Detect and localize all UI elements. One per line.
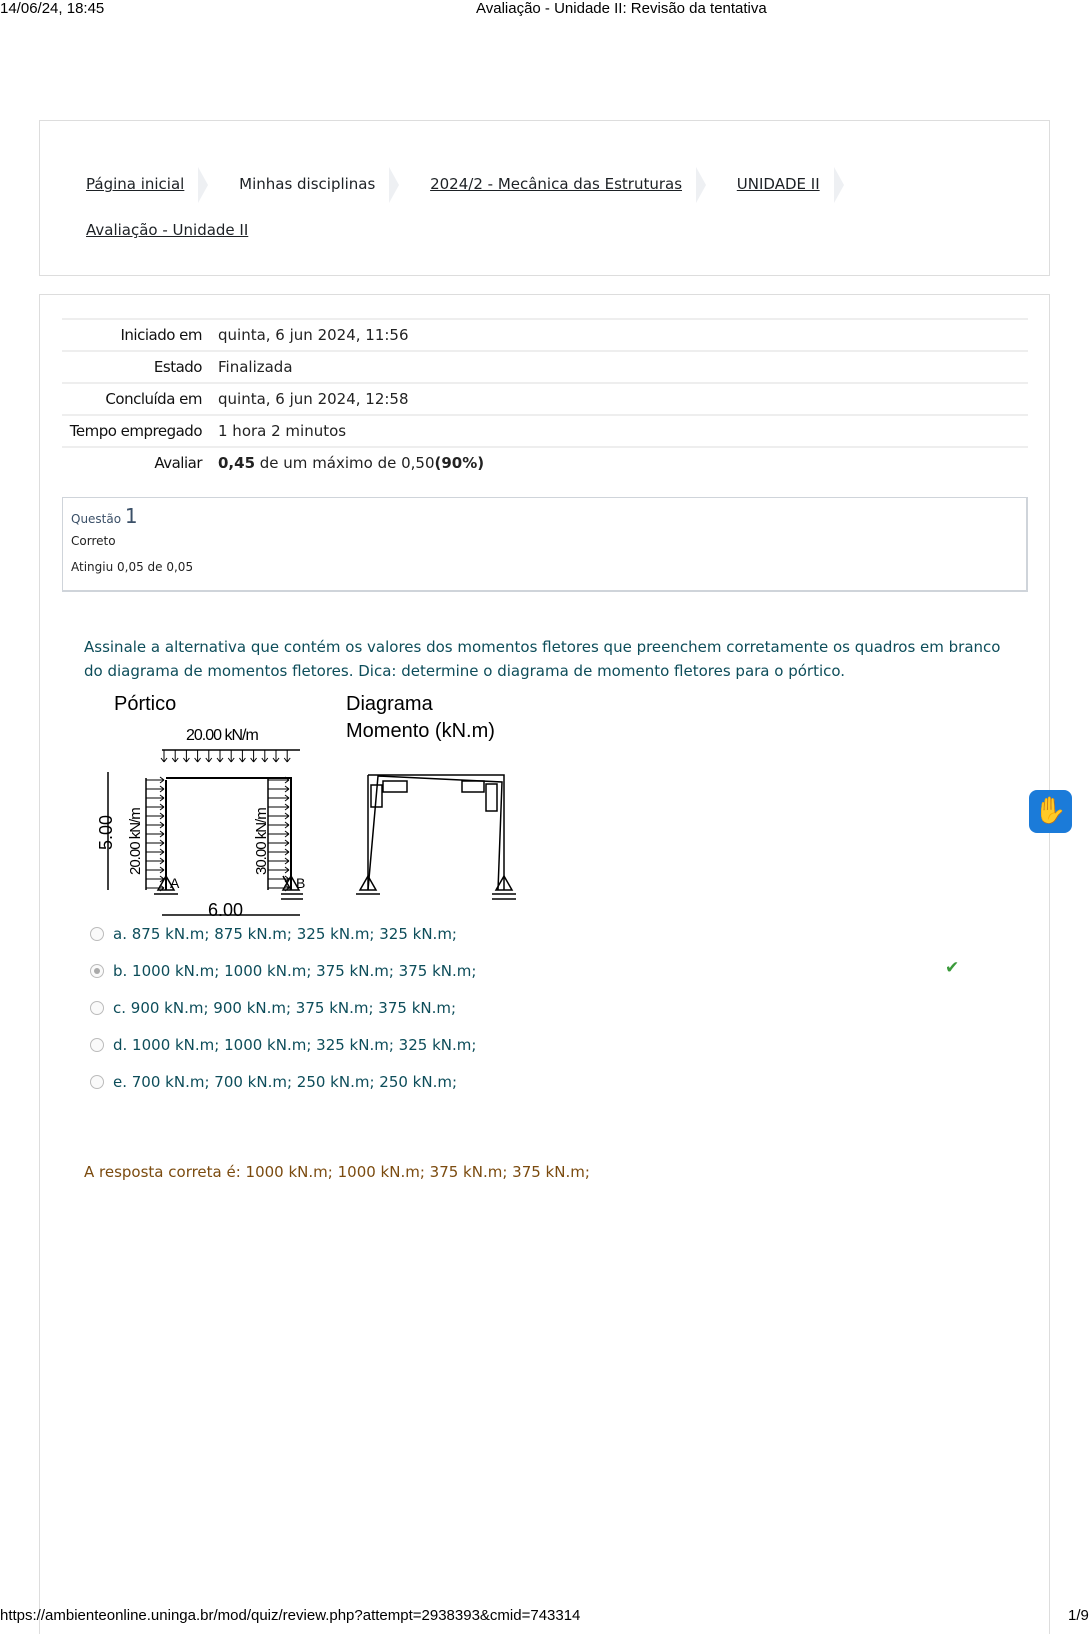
portico-figure: [86, 690, 526, 920]
breadcrumb-unit[interactable]: UNIDADE II: [736, 175, 820, 193]
label-time-taken: Tempo empregado: [69, 422, 202, 440]
support-b-label: B: [296, 875, 306, 891]
question-status: Correto: [71, 534, 116, 548]
print-url: https://ambienteonline.uninga.br/mod/quiz/review.php?attempt=2938393&cmid=743314: [0, 1607, 581, 1624]
answer-option[interactable]: [90, 1036, 476, 1054]
breadcrumb-my-courses[interactable]: Minhas disciplinas: [239, 175, 376, 193]
question-info: [62, 497, 1028, 592]
right-load-label: 30.00 kN/m: [253, 808, 270, 875]
span-label: 6.00: [208, 900, 244, 920]
answer-option[interactable]: [90, 999, 456, 1017]
grade-score: 0,45: [218, 454, 256, 472]
question-number: 1: [124, 504, 138, 528]
breadcrumb-quiz[interactable]: Avaliação - Unidade II: [86, 221, 249, 239]
breadcrumb: [86, 161, 986, 253]
answer-radio[interactable]: [90, 964, 104, 978]
print-title: Avaliação - Unidade II: Revisão da tentativa: [476, 0, 767, 17]
portico-title: Pórtico: [114, 693, 177, 715]
value-state: Finalizada: [218, 358, 293, 376]
question-text: Assinale a alternativa que contém os valores dos momentos fletores que preenchem corretamente os quadros em branco do diagrama de momentos fletores. Dica: determine o diagrama de momento fletores para o pórtico.: [84, 638, 1001, 680]
answer-text: d. 1000 kN.m; 1000 kN.m; 325 kN.m; 325 kN.m;: [113, 1036, 477, 1054]
grade-percent: (90%): [434, 454, 485, 472]
breadcrumb-separator: [834, 167, 844, 203]
moment-diagram: [356, 775, 516, 899]
breadcrumb-separator: [389, 167, 399, 203]
answer-option[interactable]: [90, 1073, 457, 1091]
correct-check-icon: ✔: [945, 958, 960, 978]
answer-text: a. 875 kN.m; 875 kN.m; 325 kN.m; 325 kN.m;: [113, 925, 457, 943]
print-datetime: 14/06/24, 18:45: [0, 0, 105, 17]
value-completed: quinta, 6 jun 2024, 12:58: [218, 390, 409, 408]
label-started: Iniciado em: [120, 326, 202, 344]
right-answer-feedback: A resposta correta é: 1000 kN.m; 1000 kN.m; 375 kN.m; 375 kN.m;: [84, 1163, 590, 1181]
answer-radio[interactable]: [90, 927, 104, 941]
label-state: Estado: [153, 358, 202, 376]
label-completed: Concluída em: [105, 390, 202, 408]
diagram-title-2: Momento (kN.m): [346, 720, 495, 742]
height-label: 5.00: [96, 814, 116, 850]
answer-radio[interactable]: [90, 1001, 104, 1015]
question-grade: Atingiu 0,05 de 0,05: [71, 560, 194, 574]
attempt-summary: [62, 318, 1028, 478]
value-grade: [218, 447, 1028, 478]
breadcrumb-panel: [39, 120, 1050, 276]
answer-text: e. 700 kN.m; 700 kN.m; 250 kN.m; 250 kN.m;: [113, 1073, 458, 1091]
breadcrumb-separator: [198, 167, 208, 203]
diagram-title-1: Diagrama: [346, 693, 433, 715]
answer-radio[interactable]: [90, 1075, 104, 1089]
answer-option[interactable]: [90, 925, 457, 943]
answer-option[interactable]: [90, 962, 476, 980]
accessibility-sign-language-button[interactable]: ✋: [1029, 790, 1072, 833]
answer-text: b. 1000 kN.m; 1000 kN.m; 375 kN.m; 375 kN.m;: [113, 962, 477, 980]
value-time-taken: 1 hora 2 minutos: [218, 422, 347, 440]
print-page: 1/9: [1068, 1607, 1089, 1624]
answer-radio[interactable]: [90, 1038, 104, 1052]
answer-text: c. 900 kN.m; 900 kN.m; 375 kN.m; 375 kN.m;: [113, 999, 457, 1017]
top-load-label: 20.00 kN/m: [186, 727, 258, 744]
breadcrumb-separator: [696, 167, 706, 203]
breadcrumb-home[interactable]: Página inicial: [86, 175, 185, 193]
question-label: Questão: [71, 512, 122, 526]
review-panel: [39, 294, 1050, 1634]
breadcrumb-course[interactable]: 2024/2 - Mecânica das Estruturas: [430, 175, 683, 193]
value-started: quinta, 6 jun 2024, 11:56: [218, 326, 409, 344]
grade-max: de um máximo de 0,50: [255, 454, 435, 472]
left-load-label: 20.00 kN/m: [127, 808, 144, 875]
support-a-label: A: [170, 875, 180, 891]
label-grade: Avaliar: [154, 454, 202, 472]
